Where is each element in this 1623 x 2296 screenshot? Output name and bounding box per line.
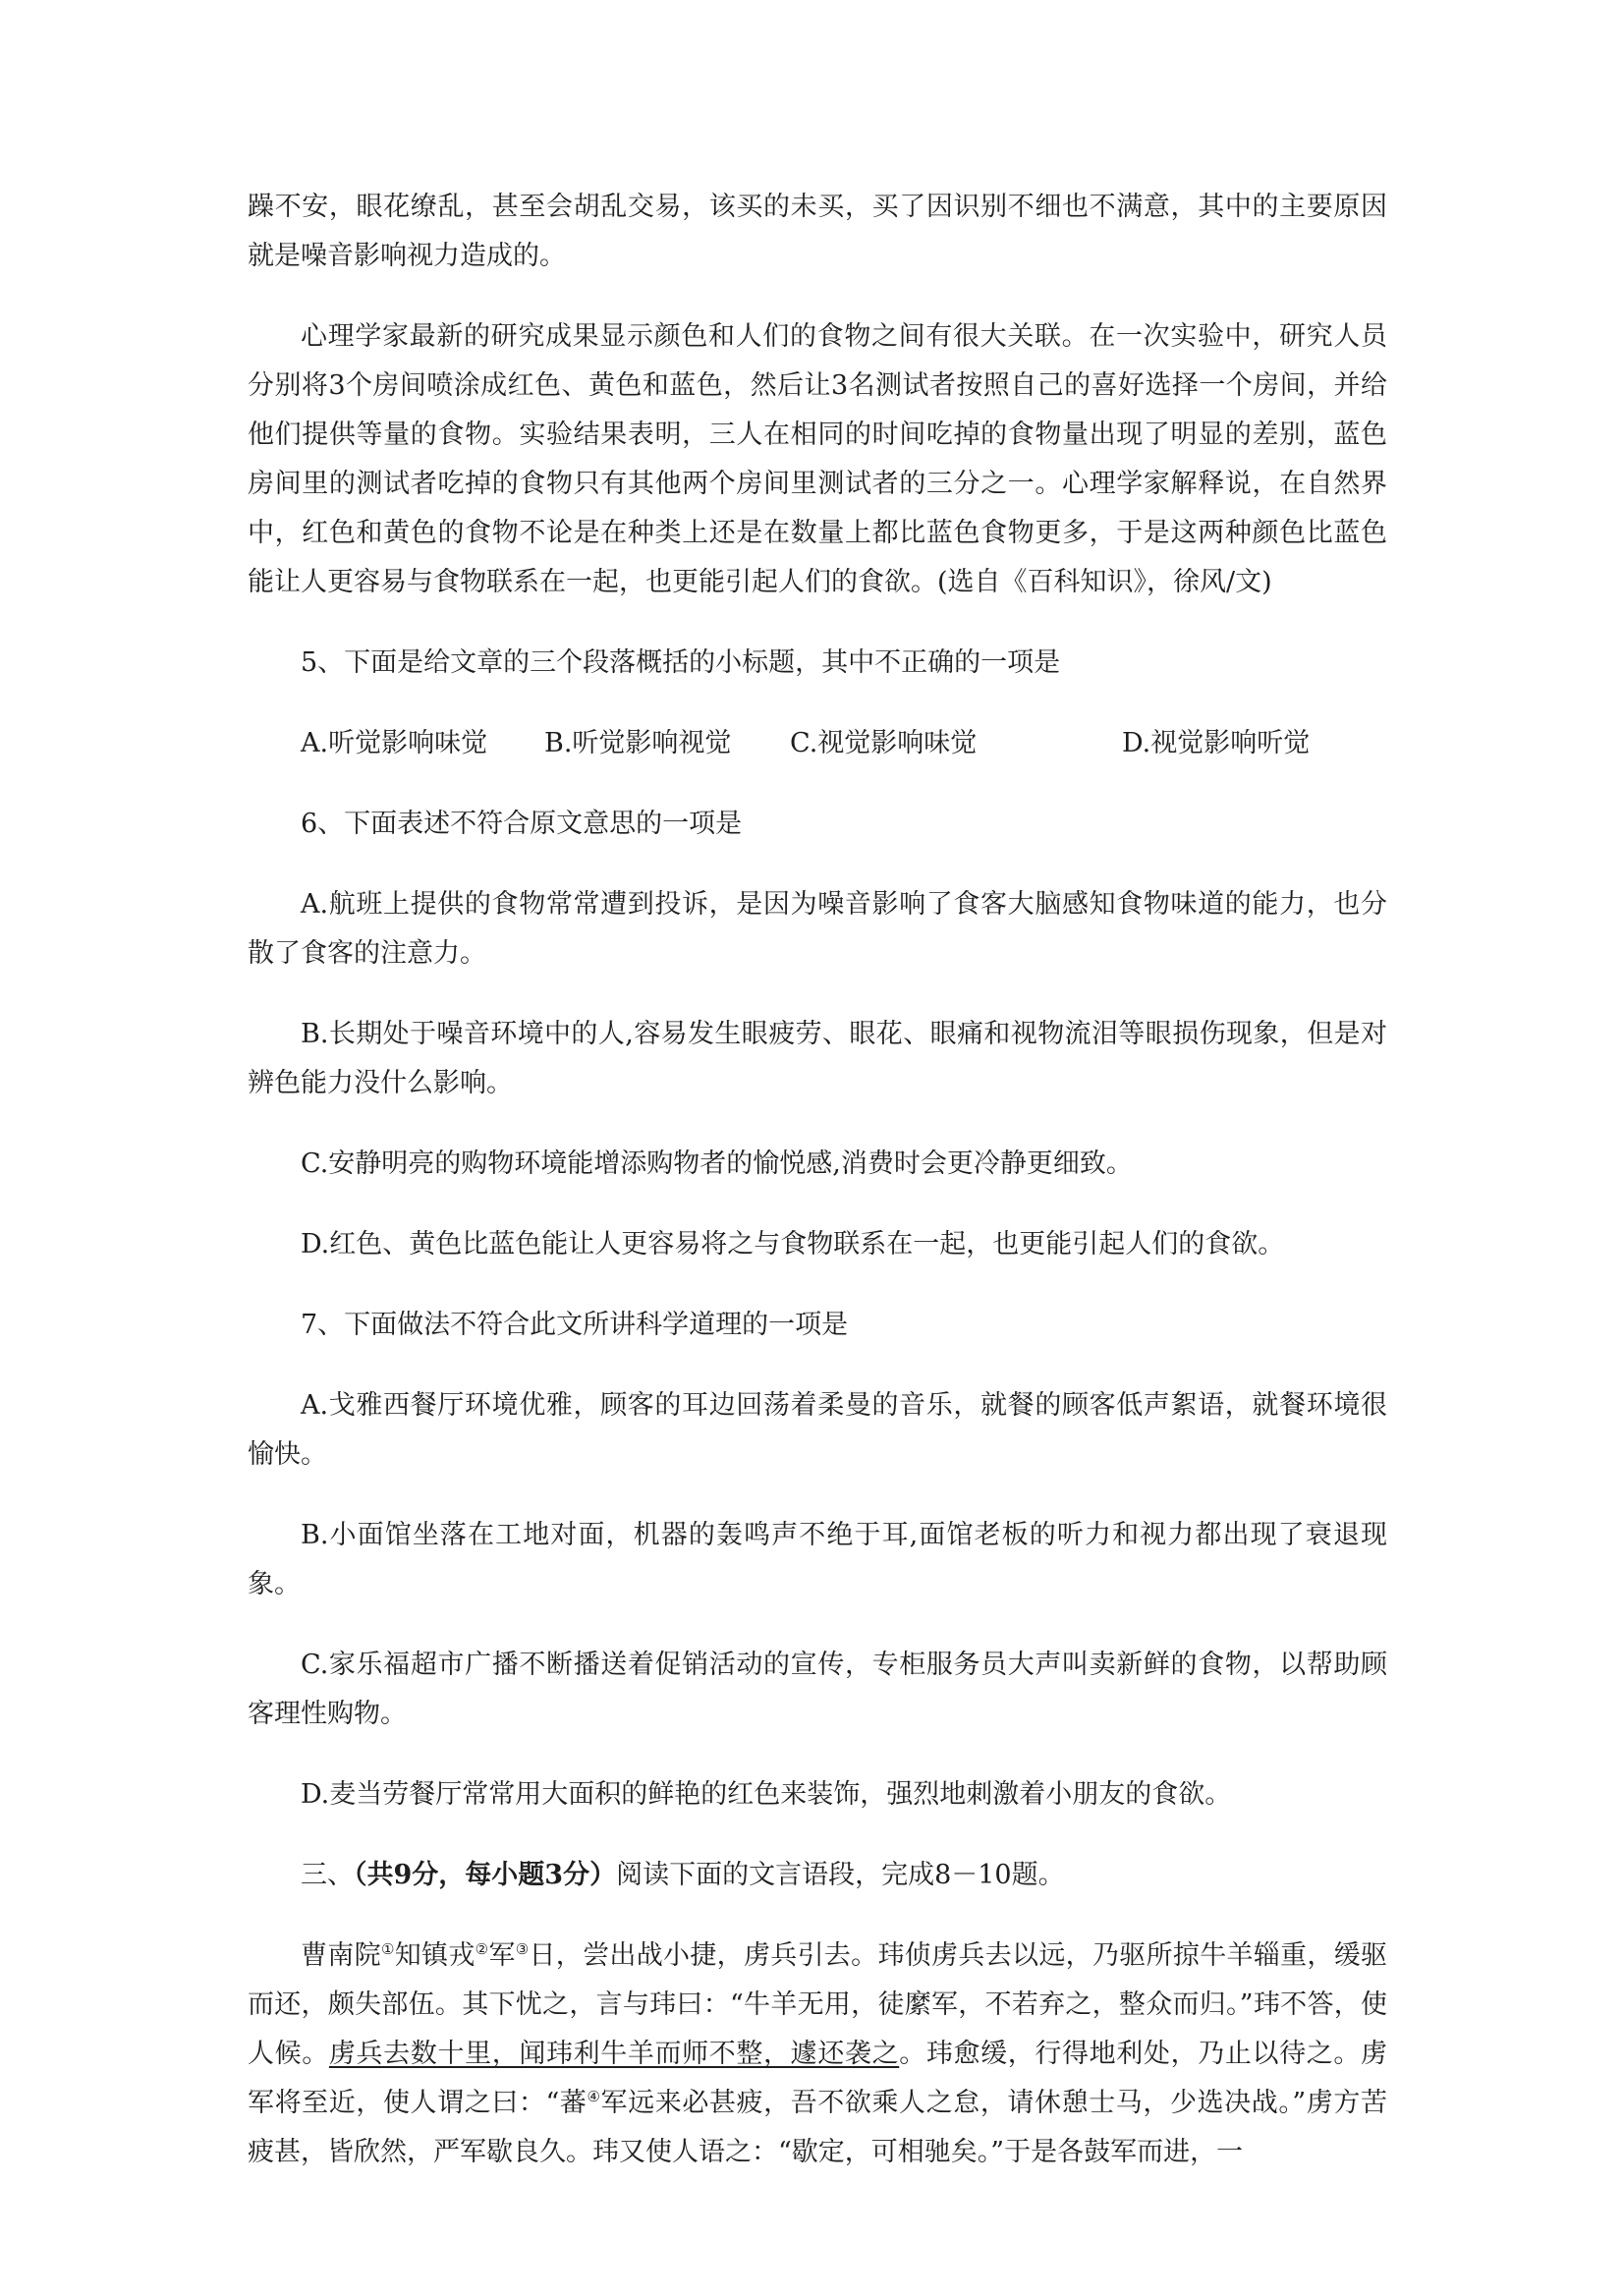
section-3-number: 三、 (301, 1860, 354, 1890)
classical-text: 军远来必甚疲，吾不欲乘人之怠，请休憩士马，少选决战。”虏方苦疲甚，皆欣然，严军歇良久。玮又使人语之：“歇定，可相驰矣。”于是各鼓军而进，一 (248, 2088, 1387, 2167)
footnote-marker: ④ (587, 2088, 601, 2105)
question-7-option-d: D.麦当劳餐厅常常用大面积的鲜艳的红色来装饰，强烈地刺激着小朋友的食欲。 (301, 1779, 1232, 1810)
footnote-marker: ③ (515, 1940, 530, 1958)
section-3-heading (248, 1851, 1387, 1900)
question-7-option-a: A.戈雅西餐厅环境优雅，顾客的耳边回荡着柔曼的音乐，就餐的顾客低声絮语，就餐环境很愉快。 (248, 1390, 1387, 1470)
question-5-option-a: A.听觉影响味觉 (301, 728, 488, 758)
classical-text: 知镇戎 (394, 1940, 476, 1971)
question-7-option-b: B.小面馆坐落在工地对面，机器的轰鸣声不绝于耳,面馆老板的听力和视力都出现了衰退现象。 (248, 1520, 1387, 1599)
classical-text: 曹南院 (301, 1940, 381, 1971)
classical-text: 日，尝出战小捷，虏兵引去。玮侦虏兵去以远，乃驱所掠牛羊辎重，缓驱而还，颇失部伍。其下忧之，言与玮曰：“牛羊无用，徒縻军，不若弃之，整众而归。”玮不答，使人候。 (248, 1940, 1388, 2069)
classical-text: 。玮愈缓，行得地利处，乃止以待之。虏军将至近，使人谓之曰：“蕃 (248, 2039, 1388, 2118)
passage-paragraph: 躁不安，眼花缭乱，甚至会胡乱交易，该买的未买，买了因识别不细也不满意，其中的主要原因就是噪音影响视力造成的。 (248, 192, 1387, 271)
question-6-stem: 6、下面表述不符合原文意思的一项是 (301, 809, 743, 839)
question-7-stem: 7、下面做法不符合此文所讲科学道理的一项是 (301, 1310, 849, 1340)
classical-chinese-passage (248, 1932, 1387, 2177)
passage-paragraph: 心理学家最新的研究成果显示颜色和人们的食物之间有很大关联。在一次实验中，研究人员分别将3个房间喷涂成红色、黄色和蓝色，然后让3名测试者按照自己的喜好选择一个房间，并给他们提供等量的食物。实验结果表明，三人在相同的时间吃掉的食物量出现了明显的差别，蓝色房间里的测试者吃掉的食物只有其他两个房间里测试者的三分之一。心理学家解释说，在自然界中，红色和黄色的食物不论是在种类上还是在数量上都比蓝色食物更多，于是这两种颜色比蓝色能让人更容易与食物联系在一起，也更能引起人们的食欲。(选自《百科知识》，徐风/文) (248, 321, 1387, 597)
question-5-option-c: C.视觉影响味觉 (790, 728, 978, 758)
section-3-score: （共9分，每小题3分） (354, 1860, 617, 1890)
question-6-option-a: A.航班上提供的食物常常遭到投诉，是因为噪音影响了食客大脑感知食物味道的能力，也分散了食客的注意力。 (248, 889, 1387, 969)
question-7-option-c: C.家乐福超市广播不断播送着促销活动的宣传，专柜服务员大声叫卖新鲜的食物，以帮助顾客理性购物。 (248, 1650, 1387, 1729)
question-6-option-b: B.长期处于噪音环境中的人,容易发生眼疲劳、眼花、眼痛和视物流泪等眼损伤现象，但是对辨色能力没什么影响。 (248, 1019, 1387, 1098)
question-6-option-d: D.红色、黄色比蓝色能让人更容易将之与食物联系在一起，也更能引起人们的食欲。 (301, 1229, 1285, 1260)
classical-text: 军 (488, 1940, 516, 1971)
footnote-marker: ② (475, 1940, 489, 1958)
document-page (248, 183, 1387, 2209)
footnote-marker: ① (380, 1940, 395, 1958)
underlined-sentence: 虏兵去数十里，闻玮利牛羊而师不整，遽还袭之 (328, 2039, 900, 2069)
question-5-option-d: D.视觉影响听觉 (1122, 728, 1311, 758)
section-3-instruction: 阅读下面的文言语段，完成8－10题。 (616, 1860, 1065, 1890)
question-5-option-b: B.听觉影响视觉 (544, 728, 732, 758)
question-6-option-c: C.安静明亮的购物环境能增添购物者的愉悦感,消费时会更冷静更细致。 (301, 1148, 1133, 1179)
question-5-options (248, 719, 1387, 768)
question-5-stem: 5、下面是给文章的三个段落概括的小标题，其中不正确的一项是 (301, 647, 1061, 678)
